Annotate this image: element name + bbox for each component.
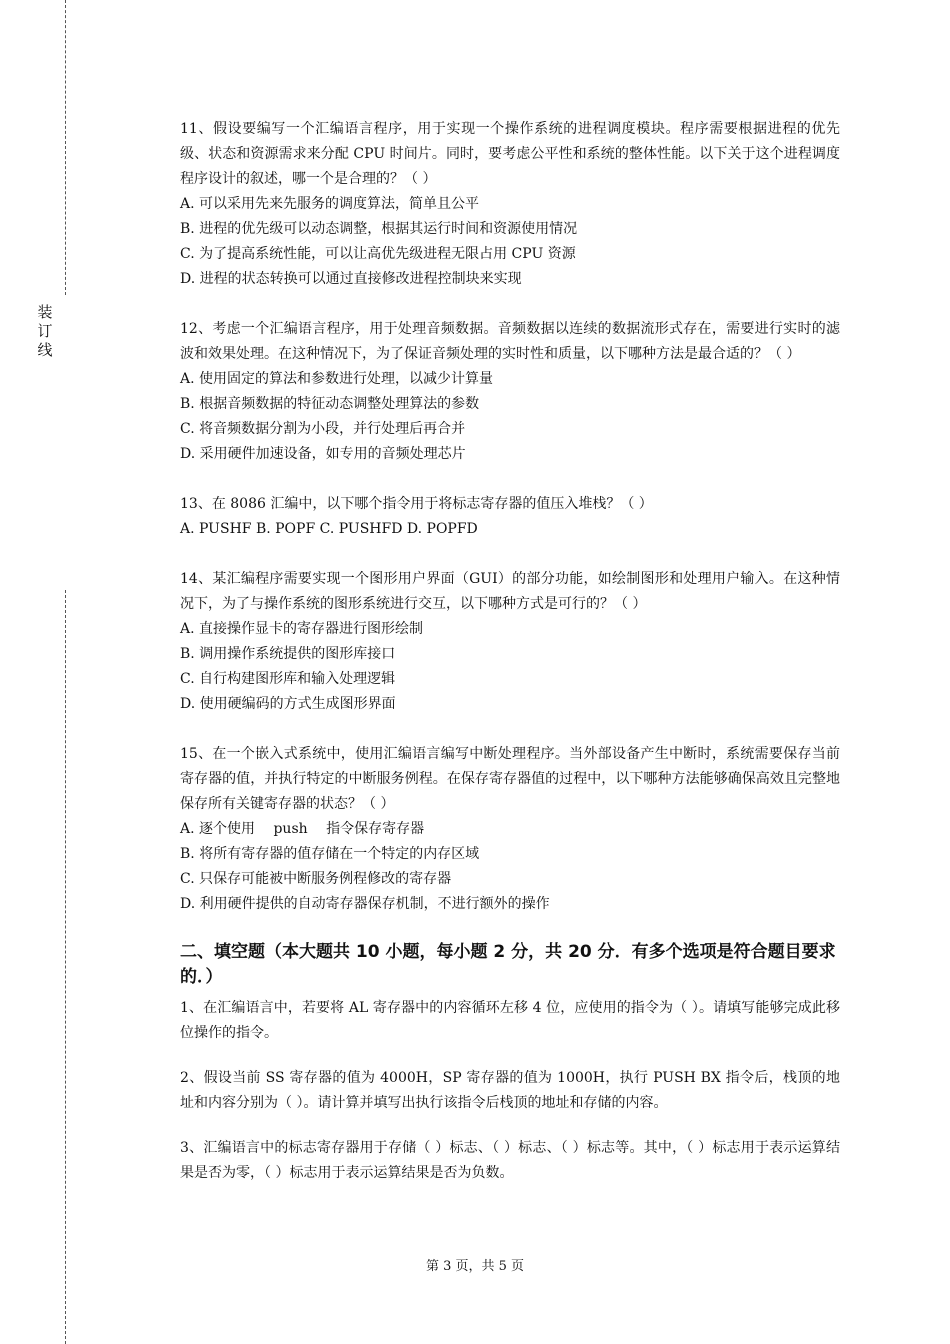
question-stem: 12、考虑一个汇编语言程序，用于处理音频数据。音频数据以连续的数据流形式存在，需要进行实时的滤波和效果处理。在这种情况下，为了保证音频处理的实时性和质量，以下哪种方法是最合适的？（ ） xyxy=(180,321,840,362)
option-line: A. PUSHF B. POPF C. PUSHFD D. POPFD xyxy=(180,521,478,537)
binding-line-bottom xyxy=(65,590,66,1344)
fill-question-2 xyxy=(180,1066,840,1116)
option-a: A. 可以采用先来先服务的调度算法，简单且公平 xyxy=(180,196,480,212)
question-14 xyxy=(180,567,840,717)
question-12 xyxy=(180,317,840,467)
option-b: B. 将所有寄存器的值存储在一个特定的内存区域 xyxy=(180,846,480,862)
binding-char: 订 xyxy=(37,322,53,340)
option-c: C. 为了提高系统性能，可以让高优先级进程无限占用 CPU 资源 xyxy=(180,246,576,262)
page-footer: 第 3 页，共 5 页 xyxy=(425,1259,525,1274)
option-b: B. 根据音频数据的特征动态调整处理算法的参数 xyxy=(180,396,480,412)
option-b: B. 进程的优先级可以动态调整，根据其运行时间和资源使用情况 xyxy=(180,221,578,237)
question-stem: 15、在一个嵌入式系统中，使用汇编语言编写中断处理程序。当外部设备产生中断时，系统需要保存当前寄存器的值，并执行特定的中断服务例程。在保存寄存器值的过程中，以下哪种方法能够确保高效且完整地保存所有关键寄存器的状态？（ ） xyxy=(180,746,840,812)
fill-question-3 xyxy=(180,1136,840,1186)
question-stem: 2、假设当前 SS 寄存器的值为 4000H，SP 寄存器的值为 1000H，执行 PUSH BX 指令后，栈顶的地址和内容分别为（ ）。请计算并填写出执行该指令后栈顶的地址和存储的内容。 xyxy=(180,1070,840,1111)
question-stem: 1、在汇编语言中，若要将 AL 寄存器中的内容循环左移 4 位，应使用的指令为（ ）。请填写能够完成此移位操作的指令。 xyxy=(180,1000,840,1041)
option-c: C. 自行构建图形库和输入处理逻辑 xyxy=(180,671,396,687)
question-13 xyxy=(180,492,840,542)
fill-question-1 xyxy=(180,996,840,1046)
binding-char: 装 xyxy=(37,303,53,321)
question-stem: 11、假设要编写一个汇编语言程序，用于实现一个操作系统的进程调度模块。程序需要根据进程的优先级、状态和资源需求来分配 CPU 时间片。同时，要考虑公平性和系统的整体性能。以下关于这个进程调度程序设计的叙述，哪一个是合理的？（ ） xyxy=(180,121,840,187)
question-15 xyxy=(180,742,840,917)
question-stem: 3、汇编语言中的标志寄存器用于存储（ ）标志、（ ）标志、（ ）标志等。其中，（ ）标志用于表示运算结果是否为零，（ ）标志用于表示运算结果是否为负数。 xyxy=(180,1140,840,1181)
question-stem: 13、在 8086 汇编中，以下哪个指令用于将标志寄存器的值压入堆栈？（ ） xyxy=(180,496,653,512)
question-11 xyxy=(180,117,840,292)
option-a: A. 逐个使用 push 指令保存寄存器 xyxy=(180,821,425,837)
option-d: D. 进程的状态转换可以通过直接修改进程控制块来实现 xyxy=(180,271,522,287)
option-c: C. 只保存可能被中断服务例程修改的寄存器 xyxy=(180,871,452,887)
binding-label xyxy=(36,303,54,360)
option-b: B. 调用操作系统提供的图形库接口 xyxy=(180,646,396,662)
option-a: A. 使用固定的算法和参数进行处理，以减少计算量 xyxy=(180,371,494,387)
option-d: D. 利用硬件提供的自动寄存器保存机制，不进行额外的操作 xyxy=(180,896,550,912)
option-d: D. 采用硬件加速设备，如专用的音频处理芯片 xyxy=(180,446,466,462)
binding-char: 线 xyxy=(37,341,53,359)
exam-content xyxy=(180,117,840,1206)
binding-line-top xyxy=(65,0,66,295)
option-c: C. 将音频数据分割为小段，并行处理后再合并 xyxy=(180,421,466,437)
question-stem: 14、某汇编程序需要实现一个图形用户界面（GUI）的部分功能，如绘制图形和处理用户输入。在这种情况下，为了与操作系统的图形系统进行交互，以下哪种方式是可行的？（ ） xyxy=(180,571,840,612)
section-title-fill-blank: 二、填空题（本大题共 10 小题，每小题 2 分，共 20 分．有多个选项是符合题目要求的．） xyxy=(180,942,836,987)
option-a: A. 直接操作显卡的寄存器进行图形绘制 xyxy=(180,621,424,637)
option-d: D. 使用硬编码的方式生成图形界面 xyxy=(180,696,396,712)
